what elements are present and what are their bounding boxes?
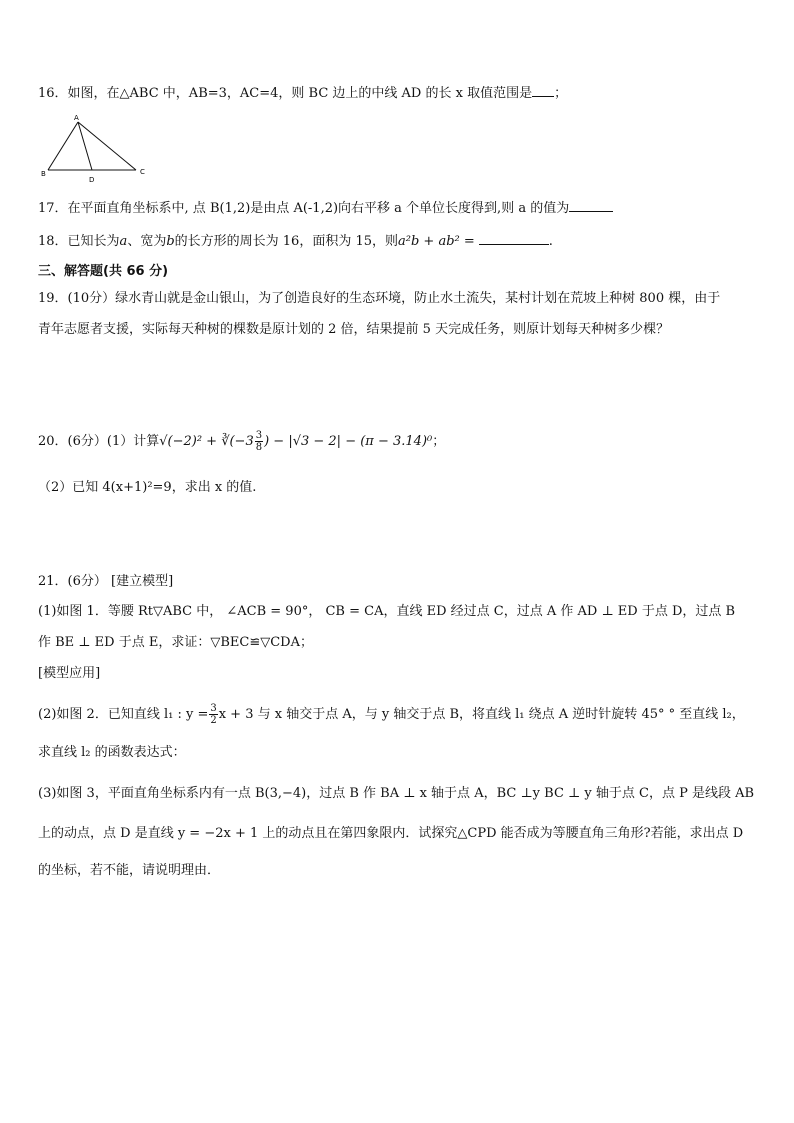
q18-expression: a²b + ab² = (398, 234, 475, 249)
q18-var-a: a (119, 234, 128, 249)
q21-header: 21．(6分） [建立模型] (38, 574, 174, 589)
triangle-abc-figure (38, 112, 158, 184)
label-d: D (89, 176, 95, 184)
q20-frac-den: 8 (255, 442, 263, 453)
q17-answer-blank[interactable] (569, 199, 613, 212)
side-ab (48, 122, 78, 170)
side-ac (78, 122, 136, 170)
q21-p1-line-1: (1)如图 1．等腰 Rt▽ABC 中， ∠ACB = 90°， CB = CA，直线 ED 经过点 C，过点 A 作 AD ⊥ ED 于点 D，过点 B (38, 604, 736, 619)
q19-line-1: 19．(10分）绿水青山就是金山银山，为了创造良好的生态环境，防止水土流失，某村计划在荒坡上种树 800 棵，由于 (38, 291, 721, 306)
q20-expression: √(−2)² + ∛(−3 (159, 434, 254, 449)
q18-tail: . (548, 234, 553, 249)
q21-p2-frac-num: 3 (210, 703, 217, 714)
median-ad (78, 122, 92, 170)
question-16 (38, 84, 567, 103)
label-a: A (74, 114, 79, 122)
q20-part1-tail: ； (432, 434, 446, 449)
q18-var-b: b (166, 234, 175, 249)
q19-line-2: 青年志愿者支援，实际每天种树的棵数是原计划的 2 倍，结果提前 5 天完成任务，则原计划每天种树多少棵？ (38, 322, 670, 337)
q21-p2-line-1 (38, 703, 745, 726)
q16-answer-blank[interactable] (532, 84, 554, 97)
q21-model-application: [模型应用] (38, 666, 101, 681)
question-18 (38, 232, 553, 251)
label-b: B (41, 170, 46, 178)
q20-fraction (255, 430, 263, 453)
label-c: C (140, 168, 145, 176)
q16-tail: ； (554, 86, 568, 101)
q20-part1-pre: 20．(6分）(1）计算 (38, 434, 160, 449)
q21-p1-line-2: 作 BE ⊥ ED 于点 E，求证：▽BEC≌▽CDA； (38, 635, 313, 650)
q21-p3-line-1: (3)如图 3，平面直角坐标系内有一点 B(3,−4)，过点 B 作 BA ⊥ x 轴于点 A，BC ⊥y BC ⊥ y 轴于点 C，点 P 是线段 AB (38, 786, 755, 801)
q21-p2-line-2: 求直线 l₂ 的函数表达式： (38, 745, 186, 760)
question-20-part-1 (38, 430, 445, 453)
q21-p3-line-3: 的坐标，若不能，请说明理由． (38, 863, 221, 878)
q21-p2-post: x + 3 与 x 轴交于点 A，与 y 轴交于点 B，将直线 l₁ 绕点 A 逆时针旋转 45° ° 至直线 l₂， (218, 707, 745, 722)
q18-mid2: 的长方形的周长为 16，面积为 15，则 (174, 234, 399, 249)
q17-text: 17．在平面直角坐标系中, 点 B(1,2)是由点 A(-1,2)向右平移 a 个单位长度得到,则 a 的值为 (38, 201, 570, 216)
q21-p2-frac-den: 2 (210, 715, 217, 726)
q18-mid1: 、宽为 (127, 234, 167, 249)
q21-p3-line-2: 上的动点，点 D 是直线 y = −2x + 1 上的动点且在第四象限内．试探究△CPD 能否成为等腰直角三角形?若能，求出点 D (38, 826, 744, 841)
q18-answer-blank[interactable] (479, 232, 549, 245)
q16-text: 16．如图，在△ABC 中，AB=3，AC=4，则 BC 边上的中线 AD 的长 x 取值范围是 (38, 86, 533, 101)
q20-frac-num: 3 (255, 430, 263, 441)
q21-p2-pre: (2)如图 2．已知直线 l₁ : y = (38, 707, 209, 722)
q21-p2-fraction (209, 703, 217, 726)
question-17 (38, 199, 613, 218)
section-3-title: 三、解答题(共 66 分) (38, 264, 169, 279)
q18-pre: 18．已知长为 (38, 234, 120, 249)
q20-part-2: （2）已知 4(x+1)²=9，求出 x 的值. (38, 480, 257, 495)
q20-expression-2: ) − |√3 − 2| − (π − 3.14)⁰ (264, 434, 433, 449)
